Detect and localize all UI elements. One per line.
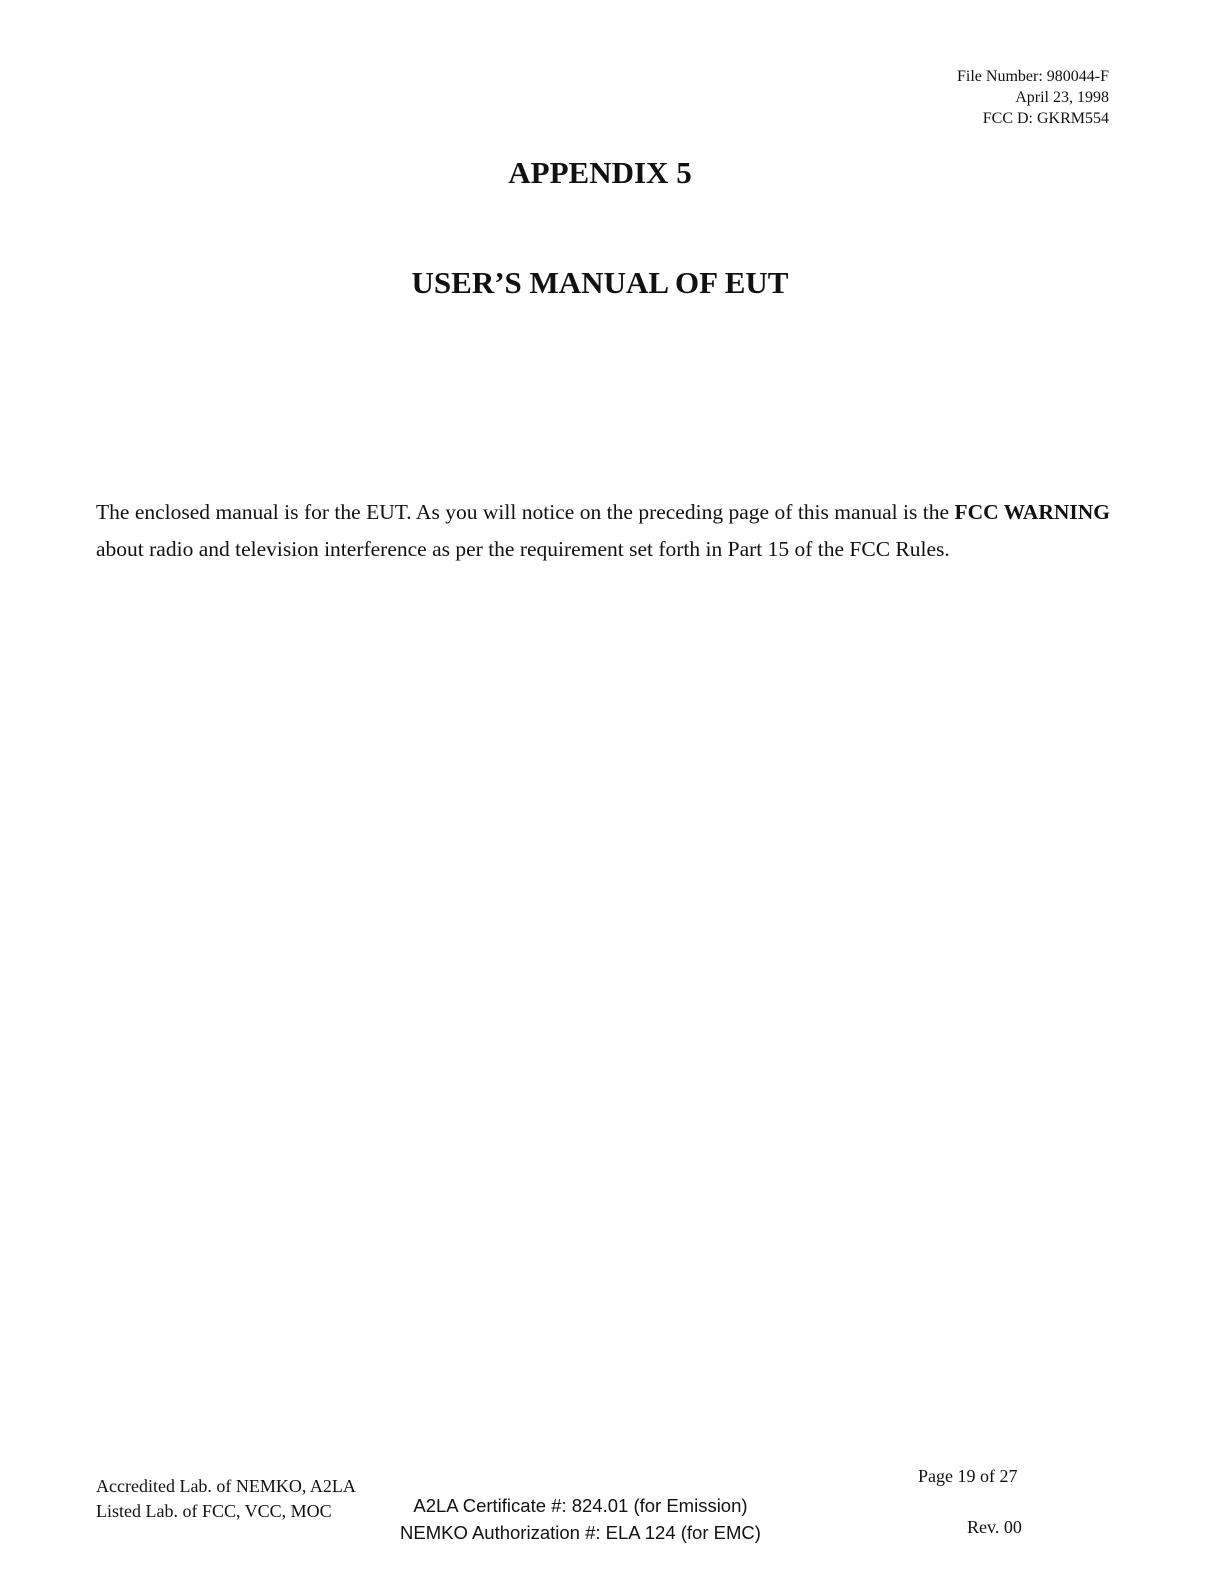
footer-accreditation [96, 1474, 356, 1524]
fcc-id: FCC D: GKRM554 [982, 110, 1109, 127]
document-header [957, 66, 1109, 129]
revision: Rev. 00 [967, 1517, 1022, 1537]
a2la-certificate: A2LA Certificate #: 824.01 (for Emission) [413, 1495, 748, 1516]
fcc-warning-emphasis: FCC WARNING [954, 500, 1110, 524]
document-date: April 23, 1998 [1015, 89, 1109, 106]
appendix-title: APPENDIX 5 [508, 155, 692, 190]
accredited-lab: Accredited Lab. of NEMKO, A2LA [96, 1476, 356, 1496]
section-title: USER’S MANUAL OF EUT [411, 265, 789, 300]
body-text-start: The enclosed manual is for the EUT. As you will notice on the preceding page of this manual is the [96, 500, 955, 524]
footer-certificates [400, 1492, 761, 1546]
file-number: File Number: 980044-F [957, 68, 1109, 85]
body-text-end: about radio and television interference as per the requirement set forth in Part 15 of the FCC Rules. [96, 537, 950, 561]
nemko-authorization: NEMKO Authorization #: ELA 124 (for EMC) [400, 1522, 761, 1543]
listed-lab: Listed Lab. of FCC, VCC, MOC [96, 1501, 332, 1521]
body-paragraph [96, 494, 1110, 568]
page-number: Page 19 of 27 [918, 1466, 1018, 1486]
